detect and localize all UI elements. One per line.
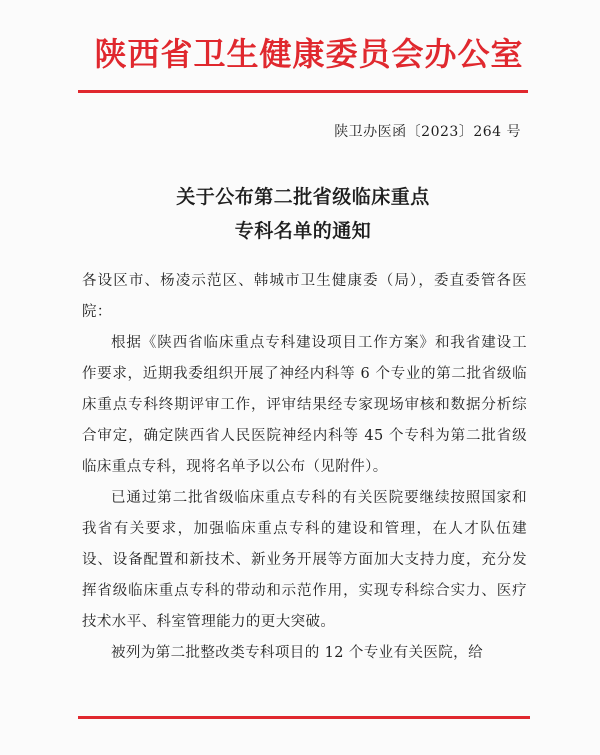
notice-body <box>82 266 527 669</box>
header-red-rule <box>78 90 528 93</box>
document-number: 陕卫办医函〔2023〕264 号 <box>334 124 521 140</box>
salutation: 各设区市、杨凌示范区、韩城市卫生健康委（局），委直委管各医院： <box>82 273 527 320</box>
notice-title-line-2: 专科名单的通知 <box>234 220 372 242</box>
body-paragraph-3: 被列为第二批整改类专科项目的 12 个专业有关医院，给 <box>111 645 483 661</box>
footer-red-rule <box>78 716 530 719</box>
body-paragraph-2: 已通过第二批省级临床重点专科的有关医院要继续按照国家和我省有关要求，加强临床重点专科的建设和管理，在人才队伍建设、设备配置和新技术、新业务开展等方面加大支持力度，充分发挥省级临床重点专科的带动和示范作用，实现专科综合实力、医疗技术水平、科室管理能力的更大突破。 <box>82 490 527 630</box>
issuing-office-title: 陕西省卫生健康委员会办公室 <box>94 35 524 73</box>
notice-title-line-1: 关于公布第二批省级临床重点 <box>176 186 430 208</box>
body-paragraph-1: 根据《陕西省临床重点专科建设项目工作方案》和我省建设工作要求，近期我委组织开展了神经内科等 6 个专业的第二批省级临床重点专科终期评审工作，评审结果经专家现场审核和数据分析综合审定，确定陕西省人民医院神经内科等 45 个专科为第二批省级临床重点专科，现将名单予以公布（见附件）。 <box>82 335 527 475</box>
notice-title <box>78 180 528 248</box>
